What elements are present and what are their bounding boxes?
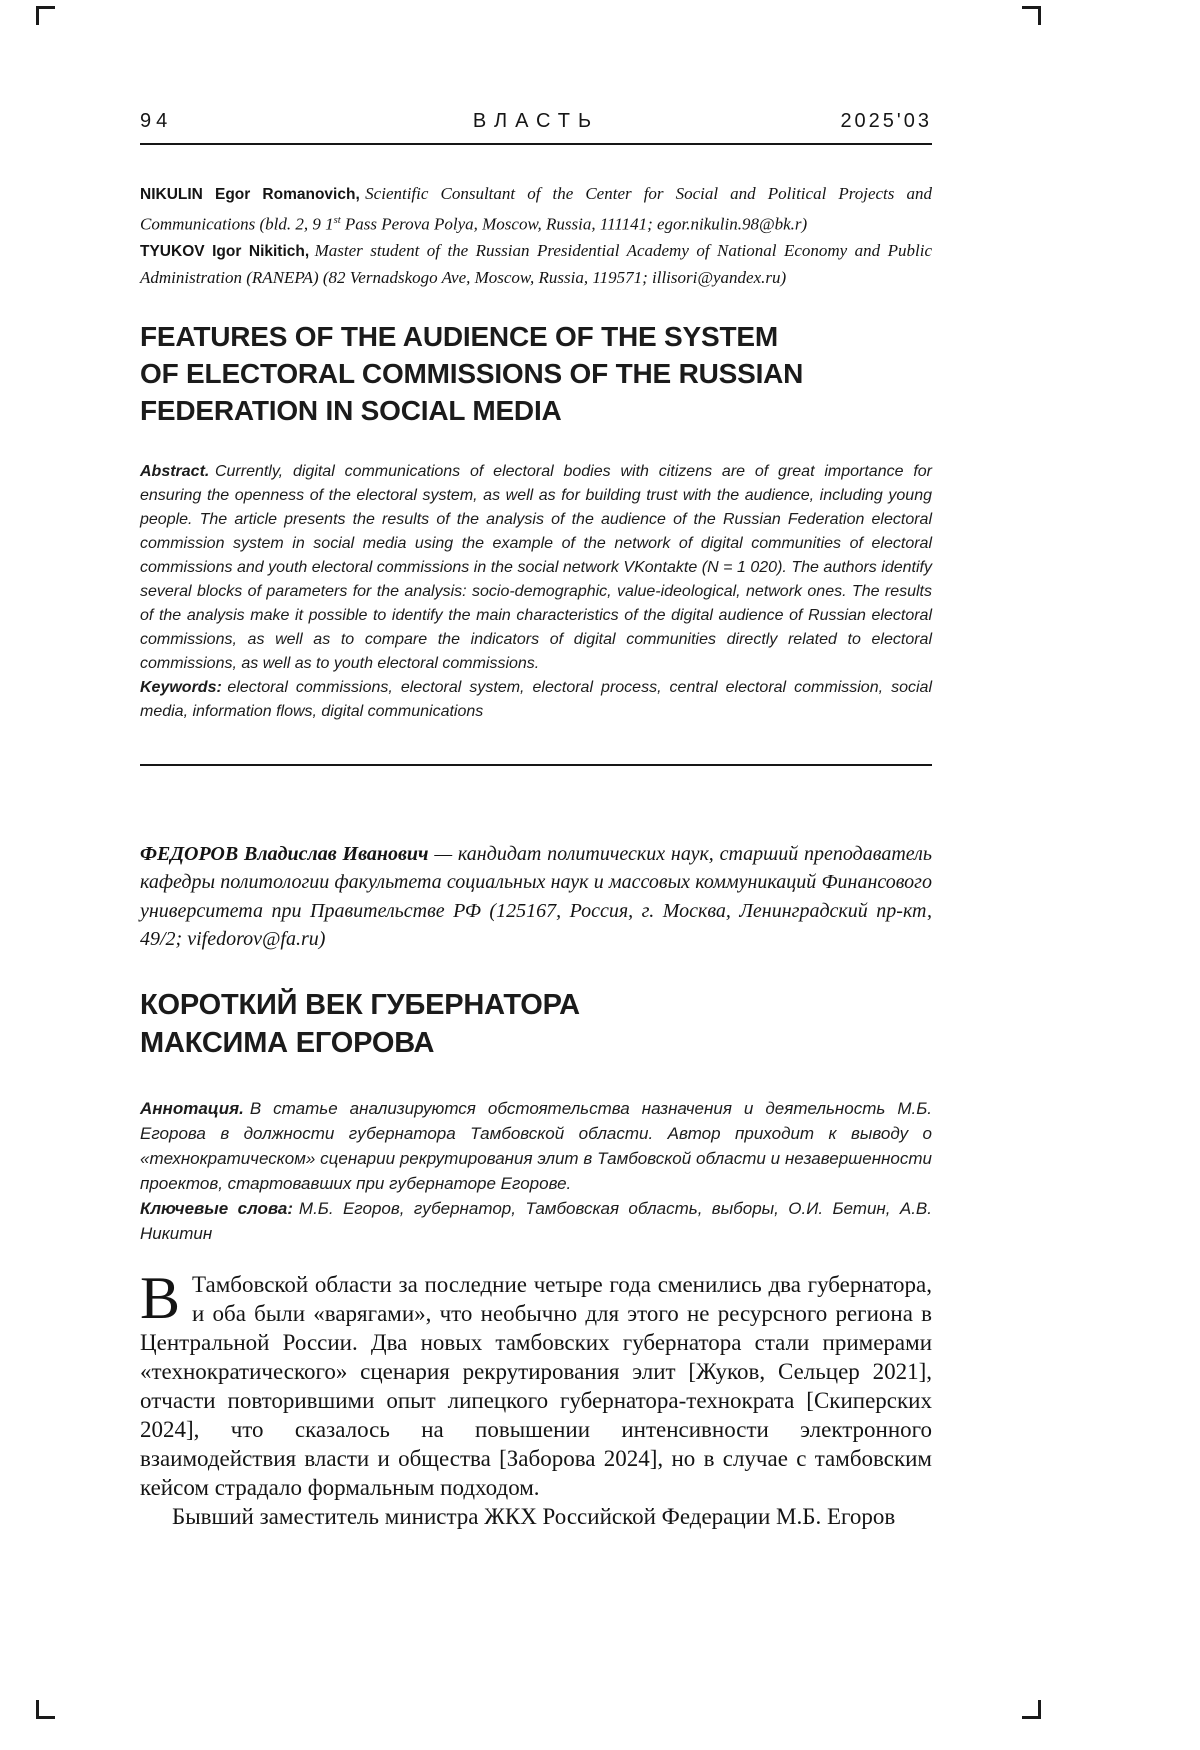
author-name: NIKULIN Egor Romanovich, — [140, 186, 360, 203]
author-entry — [140, 238, 932, 291]
abstract-block — [140, 460, 932, 724]
keywords-label: Ключевые слова: — [140, 1199, 293, 1219]
ordinal-superscript: st — [333, 215, 341, 226]
article-body — [140, 1265, 932, 1531]
author-entry — [140, 181, 932, 238]
crop-mark-top-right — [1022, 6, 1041, 25]
paragraph-text: Тамбовской области за последние четыре года сменились два губернатора, и оба были «варягами», что необычно для этого не ресурсного региона в Центральной России. Два новых тамбовских губернатора стали примерами «технократического» сценария рекрутирования элит [Жуков, Сельцер 2021], отчасти повторившими опыт липецкого губернатора-технократа [Скиперских 2024], что сказалось на повышении интенсивности электронного взаимодействия власти и общества [Заборова 2024], но в случае с тамбовским кейсом страдало формальным подходом. — [140, 1272, 932, 1501]
body-paragraph — [140, 1265, 932, 1502]
section-divider — [140, 764, 932, 766]
header-rule — [140, 143, 932, 145]
keywords-label: Keywords: — [140, 678, 222, 696]
annotation-block — [140, 1096, 932, 1246]
author-affiliation-continued: Pass Perova Polya, Moscow, Russia, 111141; egor.nikulin.98@bk.r) — [340, 214, 808, 234]
author-affiliation: Master student of the Russian Presidential Academy of National Economy and Public Administration (RANEPA) (82 Vernadskogo Ave, Moscow, Russia, 119571; illisori@yandex.ru) — [140, 240, 932, 287]
issue-number: 2025'03 — [840, 110, 932, 132]
author-affiliation: Scientific Consultant of the Center for Social and Political Projects and Communications (bld. 2, 9 1 — [140, 184, 932, 234]
body-paragraph: Бывший заместитель министра ЖКХ Российской Федерации М.Б. Егоров — [172, 1504, 896, 1530]
crop-mark-bottom-left — [36, 1700, 55, 1719]
running-head — [140, 110, 932, 132]
author-name: ФЕДОРОВ Владислав Иванович — [140, 842, 429, 865]
drop-cap: В — [140, 1265, 181, 1332]
annotation-label: Аннотация. — [140, 1099, 244, 1119]
article-title-ru: КОРОТКИЙ ВЕК ГУБЕРНАТОРА МАКСИМА ЕГОРОВА — [140, 988, 580, 1059]
annotation-text: В статье анализируются обстоятельства назначения и деятельность М.Б. Егорова в должности губернатора Тамбовской области. Автор приходит к выводу о «технократическом» сценарии рекрутирования элит в Тамбовской области и незавершенности проектов, стартовавших при губернаторе Егорове. — [140, 1099, 932, 1194]
annotation — [140, 1096, 932, 1196]
page-content — [140, 110, 932, 1531]
abstract-text: Currently, digital communications of electoral bodies with citizens are of great importance for ensuring the openness of the electoral system, as well as for building trust with the audience, including young people. The article presents the results of the analysis of the audience of the Russian Federation electoral commission system in social media using the example of the network of digital communities of electoral commissions and youth electoral commissions in the social network VKontakte (N = 1 020). The authors identify several blocks of parameters for the analysis: socio-demographic, value-ideological, network ones. The results of the analysis make it possible to identify the main characteristics of the digital audience of Russian electoral commissions, as well as to compare the indicators of digital communities directly related to electoral commissions, as well as to youth electoral commissions. — [140, 462, 932, 672]
keywords-ru — [140, 1196, 932, 1246]
journal-title: ВЛАСТЬ — [472, 110, 600, 132]
authors-block-ru — [140, 840, 932, 954]
crop-mark-top-left — [36, 6, 55, 25]
abstract — [140, 460, 932, 676]
abstract-label: Abstract. — [140, 462, 210, 480]
keywords-text: М.Б. Егоров, губернатор, Тамбовская область, выборы, О.И. Бетин, А.В. Никитин — [140, 1199, 932, 1244]
page-number: 94 — [140, 110, 173, 132]
author-entry — [140, 840, 932, 954]
authors-block-en — [140, 181, 932, 291]
article-title-en: FEATURES OF THE AUDIENCE OF THE SYSTEM OF ELECTORAL COMMISSIONS OF THE RUSSIAN FEDERATION IN SOCIAL MEDIA — [140, 320, 804, 426]
author-affiliation: — кандидат политических наук, старший преподаватель кафедры политологии факультета социальных наук и массовых коммуникаций Финансового университета при Правительстве РФ (125167, Россия, г. Москва, Ленинградский пр-кт, 49/2; vifedorov@fa.ru) — [140, 842, 932, 951]
crop-mark-bottom-right — [1022, 1700, 1041, 1719]
keywords — [140, 676, 932, 724]
keywords-text: electoral commissions, electoral system, electoral process, central electoral commission, social media, information flows, digital communications — [140, 678, 932, 720]
author-name: TYUKOV Igor Nikitich, — [140, 242, 310, 260]
